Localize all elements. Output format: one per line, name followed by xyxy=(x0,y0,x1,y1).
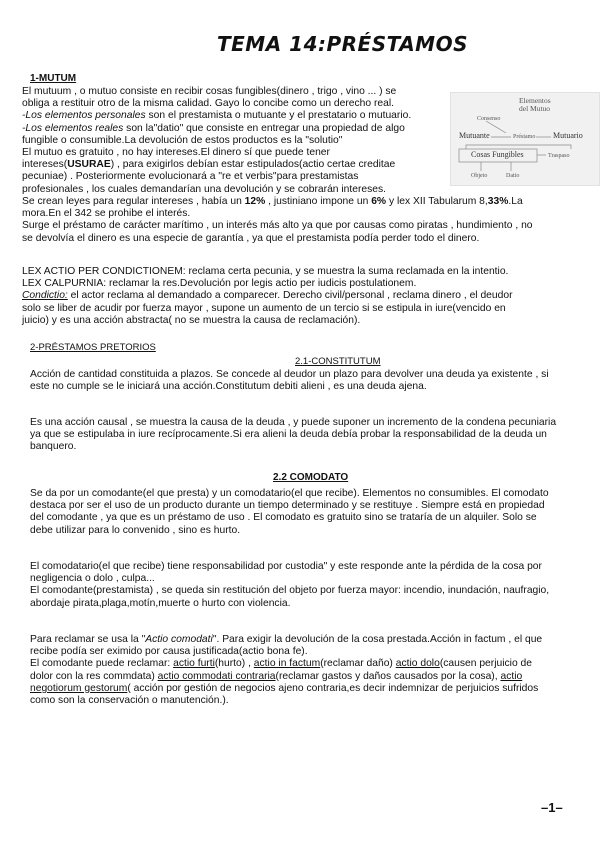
text-span: .La xyxy=(508,196,523,207)
text-line: El comodatario(el que recibe) tiene responsabilidad por custodia" y este responde ante la pérdida de la cosa por xyxy=(30,561,542,572)
underlined-term: actio in factum xyxy=(253,658,321,670)
diagram-node: Mutuario xyxy=(553,131,583,140)
text-line: negligencia o dolo , culpa... xyxy=(30,573,155,585)
text-span: (causen perjuicio de xyxy=(439,658,532,670)
subsection-heading-comodato: 2.2 COMODATO xyxy=(273,472,349,483)
text-span: Para reclamar se usa la " xyxy=(30,634,146,645)
constitutum-paragraph-2 xyxy=(30,417,595,454)
text-line: mora.En el 342 se prohibe el interés. xyxy=(22,208,191,220)
text-line xyxy=(22,110,447,122)
diagram-node: Traspaso xyxy=(548,153,570,159)
text-span: son la"datio" que consiste en entregar una propiedad de algo xyxy=(123,122,405,134)
section-heading-mutum: 1-MUTUM xyxy=(30,73,77,84)
underlined-term: actio xyxy=(500,670,523,682)
text-line xyxy=(30,683,595,695)
text-line xyxy=(22,159,447,171)
text-line: como son la conservación o manutención.). xyxy=(30,695,229,707)
text-line: se devolvía el dinero es una especie de garantía , ya que el prestamista podía perder todo el dinero. xyxy=(22,232,480,244)
text-span: (hurto) , xyxy=(214,658,254,670)
text-line: pecuniae) . Posteriormente evolucionará a "re et verbis"para prestamistas xyxy=(22,171,359,183)
comodato-paragraph-2 xyxy=(30,561,595,610)
bold-term: USURAE xyxy=(67,159,111,171)
text-line: ya que se estipulaba in iure recíprocamente.Si era alieni la deuda debía probar la responsabilidad de la deuda un xyxy=(30,429,547,441)
diagram-title: del Mutuo xyxy=(519,104,551,113)
section-mutum-text xyxy=(22,86,447,196)
underlined-term: Condictio: xyxy=(22,290,68,302)
underlined-term: actio furti xyxy=(173,658,215,670)
italic-term: -Los elementos personales xyxy=(22,110,146,122)
diagram-node: Cosas Fungibles xyxy=(471,150,524,159)
text-line xyxy=(30,658,595,670)
text-line: debe utilizar para lo convenido , sino es hurto. xyxy=(30,524,241,536)
text-line xyxy=(22,196,592,208)
text-span: y lex XII Tabularum 8, xyxy=(386,196,488,207)
text-span: el actor reclama al demandado a comparecer. Derecho civil/personal , reclama dinero , el deudor xyxy=(67,290,513,302)
italic-term: -Los elementos reales xyxy=(22,122,124,134)
text-span: Se crean leyes para regular intereses , había un xyxy=(22,196,245,207)
diagram-node: Datio xyxy=(506,173,520,179)
text-line xyxy=(30,671,595,683)
text-line: El mutuum , o mutuo consiste en recibir cosas fungibles(dinero , trigo , vino ... ) se xyxy=(22,86,397,97)
text-span: dolor con la res commdata) xyxy=(30,670,158,682)
text-span: , justiniano impone un xyxy=(265,196,372,207)
text-line: Acción de cantidad constituida a plazos. Se concede al deudor un plazo para devolver una deuda ya existente , si xyxy=(30,369,549,380)
text-span: (reclamar daño) xyxy=(320,658,396,670)
text-line: juicio) y es una acción abstracta( no se muestra la causa de reclamación). xyxy=(22,314,361,326)
text-span: El comodante puede reclamar: xyxy=(30,658,174,670)
text-line: del comodante , ya que es un préstamo de uso . El comodato es gratuito sino se trataría de un alquiler. Solo se xyxy=(30,512,537,524)
text-line: Surge el préstamo de carácter marítimo , un interés más alto ya que por causas como piratas , hundimiento , no xyxy=(22,220,533,232)
text-line: El comodante(prestamista) , se queda sin restitución del objeto por fuerza mayor: incendio, inundación, naufragio, xyxy=(30,585,550,597)
diagram-node: Consenso xyxy=(477,116,501,122)
diagram-title: Elementos xyxy=(519,96,551,105)
bold-term: 6% xyxy=(371,196,387,207)
text-line: banquero. xyxy=(30,441,77,453)
text-line: LEX CALPURNIA: reclamar la res.Devolución por legis actio per iudicis postulationem. xyxy=(22,278,417,290)
diagram-node: Objeto xyxy=(471,173,488,179)
section-heading-prestamos-pretorios: 2-PRÉSTAMOS PRETORIOS xyxy=(30,342,156,353)
text-line: El mutuo es gratuito , no hay intereses.El dinero sí que puede tener xyxy=(22,147,330,159)
bold-term: 12% xyxy=(244,196,266,207)
bold-term: 33% xyxy=(487,196,509,207)
text-line: Es una acción causal , se muestra la causa de la deuda , y puede suponer un incremento de la condena pecuniaria xyxy=(30,417,557,428)
text-line: solo se liber de acudir por fuerza mayor , supone un aumento de un tercio si se estipula in iure(vencido en xyxy=(22,302,506,314)
diagram-node: Mutuante xyxy=(459,131,490,140)
text-line: profesionales , los cuales demandarían una devolución y se cobrarán intereses. xyxy=(22,183,387,195)
page-title: TEMA 14:PRÉSTAMOS xyxy=(217,32,468,56)
text-span: ( acción por gestión de negocios ajeno contraria,es decir indemnizar de perjuicios sufridos xyxy=(127,682,539,694)
subsection-heading-constitutum: 2.1-CONSTITUTUM xyxy=(295,356,381,367)
text-line: Se da por un comodante(el que presta) y un comodatario(el que recibe). Elementos no consumibles. El comodato xyxy=(30,488,549,499)
comodato-paragraph-3 xyxy=(30,634,595,707)
lex-block xyxy=(22,266,592,327)
comodato-paragraph-1 xyxy=(30,488,595,537)
text-line: abordaje pirata,plaga,motín,muerte o hurto con violencia. xyxy=(30,597,291,609)
text-line: fungible o consumible.La devolución de estos productos es la "solutio" xyxy=(22,134,343,146)
diagram-node: Préstamo xyxy=(513,134,536,140)
text-span: intereses( xyxy=(22,159,68,171)
underlined-term: actio dolo xyxy=(395,658,440,670)
text-line: recibe podía ser eximido por causa justificada(actio bona fe). xyxy=(30,646,308,658)
text-line: LEX ACTIO PER CONDICTIONEM: reclama certa pecunia, y se muestra la suma reclamada en la intentio. xyxy=(22,266,509,277)
text-line: destaca por ser el uso de un producto durante un tiempo determinado y se restituye . Siempre está en propiedad xyxy=(30,500,545,512)
text-line: este no cumple se le iniciará una acción.Constitutum debiti alieni , es una deuda ajena. xyxy=(30,381,427,393)
page-number: –1– xyxy=(541,800,563,815)
text-line: obliga a restituir otro de la misma calidad. Gayo lo concibe como un derecho real. xyxy=(22,98,395,110)
mutuo-elements-diagram xyxy=(450,92,600,186)
text-line xyxy=(22,123,447,135)
text-span: (reclamar gastos y daños causados por la cosa), xyxy=(275,670,501,682)
italic-term: Actio comodati xyxy=(145,634,213,645)
underlined-term: actio commodati contraria xyxy=(157,670,276,682)
text-span: son el prestamista o mutuante y el prestatario o mutuario. xyxy=(145,110,412,122)
text-line xyxy=(22,290,592,302)
constitutum-paragraph-1 xyxy=(30,369,595,393)
section-mutum-text-wide xyxy=(22,196,592,245)
underlined-term: negotiorum gestorum xyxy=(30,682,128,694)
text-line xyxy=(30,634,595,646)
text-span: ". Para exigir la devolución de la cosa prestada.Acción in factum , el que xyxy=(212,634,543,645)
text-span: ) , para exigirlos debían estar estipulados(actio certae creditae xyxy=(110,159,396,171)
